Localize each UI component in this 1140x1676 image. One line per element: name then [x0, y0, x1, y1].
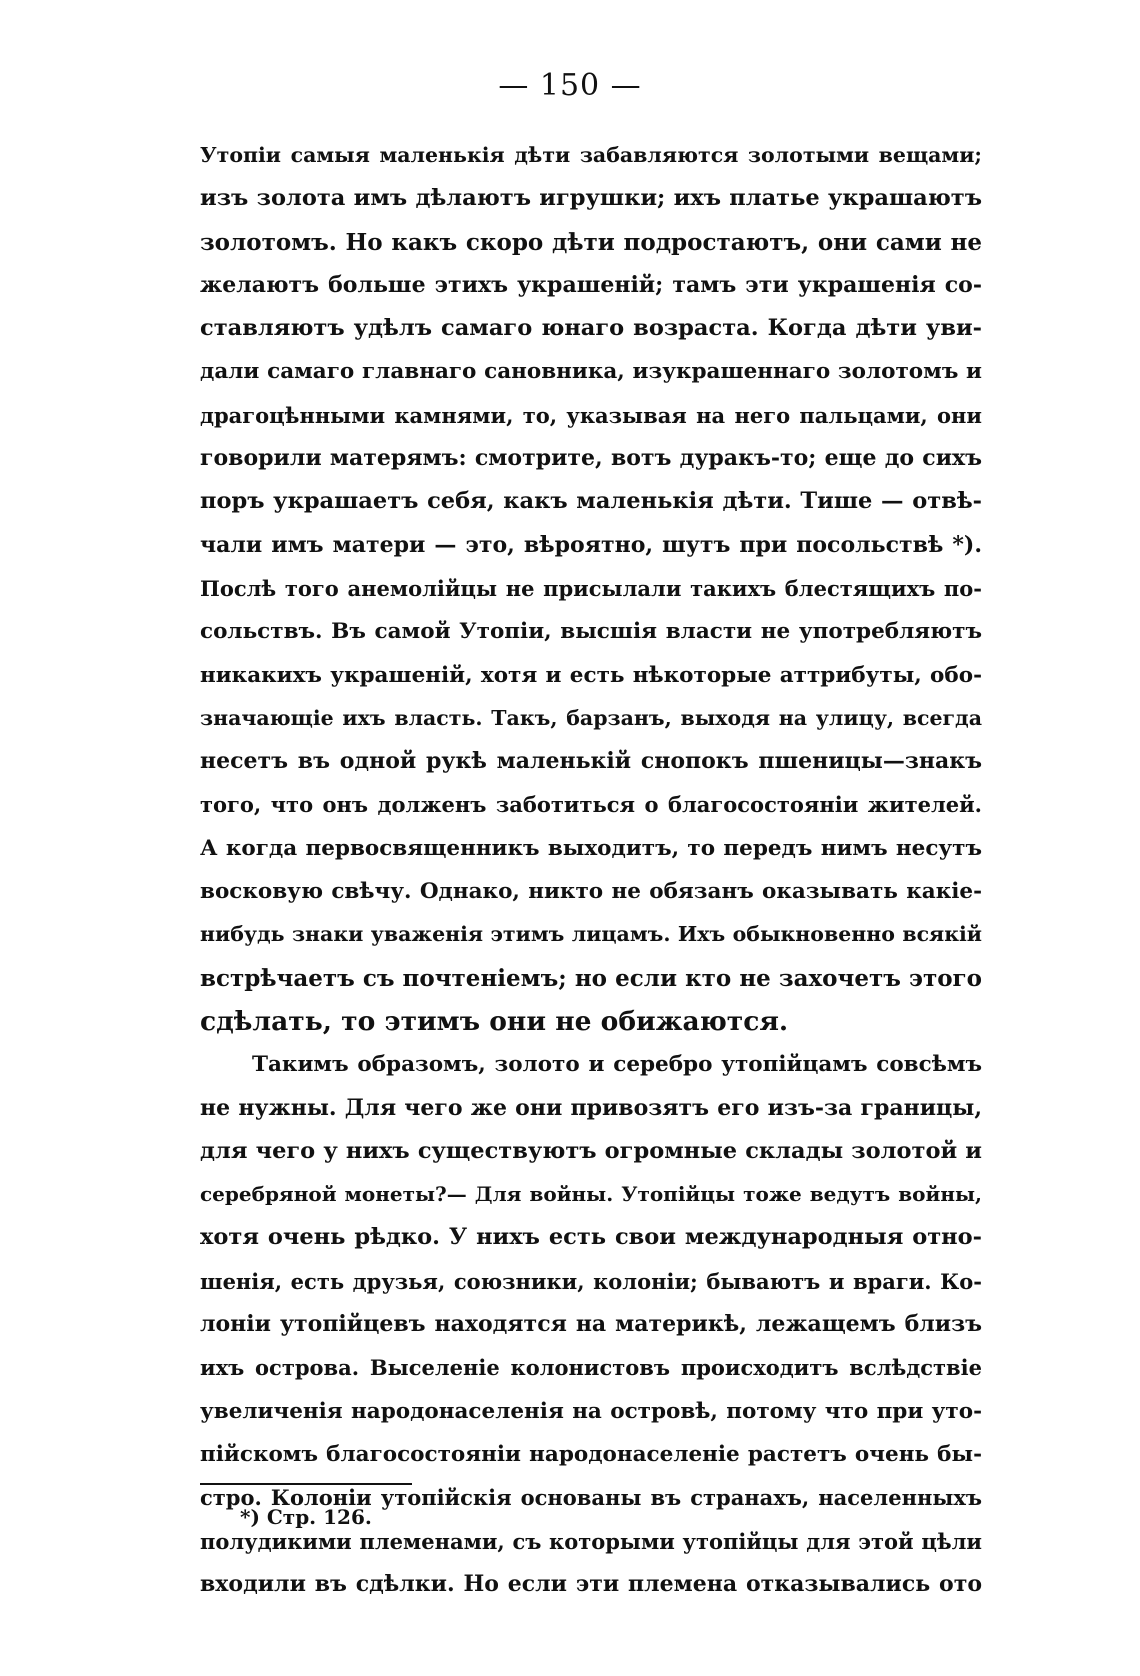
text-line: входили въ сдѣлки. Но если эти племена отказывались ото	[200, 1570, 982, 1597]
page-number: — 150 —	[498, 68, 642, 103]
text-line: сольствъ. Въ самой Утопіи, высшія власти не употребляютъ	[200, 619, 982, 645]
text-line: желаютъ больше этихъ украшеній; тамъ эти украшенія со-	[200, 271, 982, 298]
text-line: значающіе ихъ власть. Такъ, барзанъ, выходя на улицу, всегда	[200, 705, 982, 730]
footnote-divider	[200, 1483, 412, 1485]
text-line: не нужны. Для чего же они привозятъ его изъ-за границы,	[200, 1094, 982, 1121]
text-line: того, что онъ долженъ заботиться о благосостояніи жителей.	[200, 792, 982, 818]
text-line: изъ золота имъ дѣлаютъ игрушки; ихъ платье украшаютъ	[200, 185, 982, 212]
text-line: Утопіи самыя маленькія дѣти забавляются золотыми вещами;	[200, 143, 982, 167]
text-line: нибудь знаки уваженія этимъ лицамъ. Ихъ обыкновенно всякій	[200, 922, 982, 947]
text-line: А когда первосвященникъ выходитъ, то передъ нимъ несутъ	[200, 835, 982, 861]
text-line: пійскомъ благосостояніи народонаселеніе растетъ очень бы-	[200, 1441, 982, 1467]
text-line: драгоцѣнными камнями, то, указывая на него пальцами, они	[200, 402, 982, 428]
text-line: говорили матерямъ: смотрите, вотъ дуракъ-то; еще до сихъ	[200, 445, 982, 472]
text-line: стро. Колоніи утопійскія основаны въ странахъ, населенныхъ	[200, 1485, 982, 1511]
text-line: встрѣчаетъ съ почтеніемъ; но если кто не захочетъ этого	[200, 964, 982, 992]
text-line: полудикими племенами, съ которыми утопійцы для этой цѣли	[200, 1528, 982, 1554]
text-line: увеличенія народонаселенія на островѣ, потому что при уто-	[200, 1398, 982, 1424]
text-line: ихъ острова. Выселеніе колонистовъ происходитъ вслѣдствіе	[200, 1355, 982, 1381]
paragraph-1	[200, 134, 982, 1043]
text-line: никакихъ украшеній, хотя и есть нѣкоторые аттрибуты, обо-	[200, 662, 982, 688]
text-line: серебряной монеты?— Для войны. Утопійцы тоже ведутъ войны,	[200, 1182, 982, 1207]
text-line: восковую свѣчу. Однако, никто не обязанъ оказывать какіе-	[200, 879, 982, 905]
text-line: лоніи утопійцевъ находятся на материкѣ, лежащемъ близъ	[200, 1311, 982, 1338]
body-text	[200, 134, 982, 1606]
text-line: шенія, есть друзья, союзники, колоніи; бываютъ и враги. Ко-	[200, 1268, 982, 1294]
text-line: поръ украшаетъ себя, какъ маленькія дѣти. Тише — отвѣ-	[200, 488, 982, 515]
text-line: Такимъ образомъ, золото и серебро утопійцамъ совсѣмъ	[252, 1052, 982, 1078]
text-line: для чего у нихъ существуютъ огромные склады золотой и	[200, 1137, 982, 1164]
text-line: дали самаго главнаго сановника, изукрашеннаго золотомъ и	[200, 359, 982, 385]
text-line: несетъ въ одной рукѣ маленькій снопокъ пшеницы—знакъ	[200, 748, 982, 775]
text-line: золотомъ. Но какъ скоро дѣти подростаютъ, они сами не	[200, 228, 982, 256]
text-line: Послѣ того анемолійцы не присылали такихъ блестящихъ по-	[200, 575, 982, 601]
text-line: чали имъ матери — это, вѣроятно, шутъ при посольствѣ *).	[200, 531, 982, 558]
footnote: *) Стр. 126.	[240, 1505, 372, 1529]
text-line: ставляютъ удѣлъ самаго юнаго возраста. Когда дѣти уви-	[200, 315, 982, 342]
text-line: хотя очень рѣдко. У нихъ есть свои международныя отно-	[200, 1224, 982, 1251]
text-line: сдѣлать, то этимъ они не обижаются.	[200, 1005, 789, 1037]
